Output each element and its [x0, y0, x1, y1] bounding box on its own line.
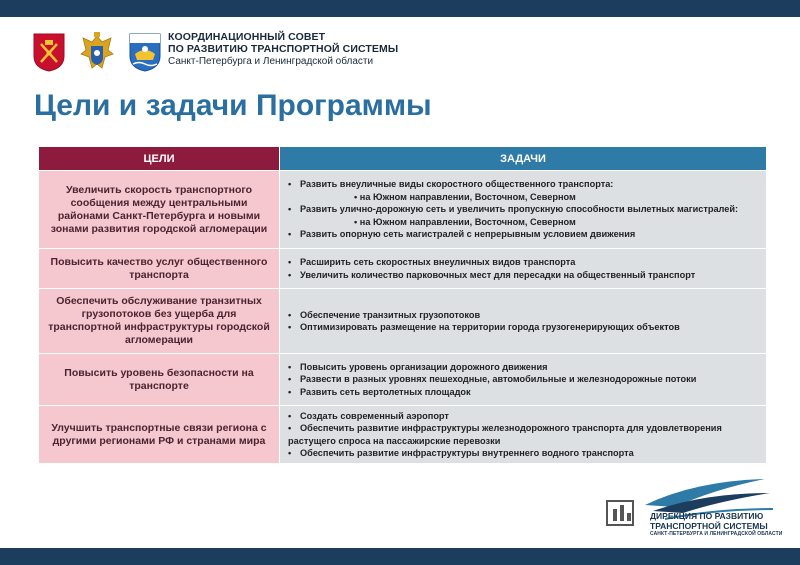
- task-subitem: • на Южном направлении, Восточном, Северном: [354, 216, 576, 227]
- bottom-bar: [0, 548, 800, 565]
- goal-cell: Повысить качество услуг общественного транспорта: [39, 249, 280, 289]
- task-item: • Развить улично-дорожную сеть и увеличить пропускную способности вылетных магистралей:: [288, 204, 739, 215]
- task-subitem: • на Южном направлении, Восточном, Северном: [354, 191, 576, 202]
- tasks-cell: [280, 289, 767, 354]
- goal-cell: Улучшить транспортные связи региона с другими регионами РФ и странами мира: [39, 406, 280, 464]
- task-item: • Оптимизировать размещение на территории города грузогенерирующих объектов: [288, 322, 680, 332]
- tasks-cell: [280, 249, 767, 289]
- logo-caption: [650, 512, 782, 538]
- tasks-cell: [280, 406, 767, 464]
- tasks-cell: [280, 354, 767, 406]
- leningrad-oblast-emblem-icon: [129, 32, 161, 72]
- table-header-row: [39, 147, 767, 171]
- task-item: • Обеспечить развитие инфраструктуры железнодорожного транспорта для удовлетворения растущего спроса на пассажирские перевозки: [288, 423, 722, 446]
- council-line1: КООРДИНАЦИОННЫЙ СОВЕТ: [168, 31, 326, 43]
- table-row: [39, 354, 767, 406]
- goal-cell: Повысить уровень безопасности на транспорте: [39, 354, 280, 406]
- page-title: Цели и задачи Программы: [34, 89, 432, 122]
- table-row: [39, 406, 767, 464]
- task-item: • Расширить сеть скоростных внеуличных видов транспорта: [288, 257, 576, 268]
- task-item: • Обеспечение транзитных грузопотоков: [288, 309, 481, 320]
- russia-eagle-emblem-icon: [80, 32, 114, 74]
- table-row: [39, 171, 767, 249]
- spb-coat-of-arms-icon: [33, 32, 65, 72]
- goal-cell: Обеспечить обслуживание транзитных грузопотоков без ущерба для транспортной инфраструктуры городской агломерации: [39, 289, 280, 354]
- table-row: [39, 289, 767, 354]
- goals-tasks-table: [38, 146, 767, 464]
- tasks-cell: [280, 171, 767, 249]
- task-item: • Обеспечить развитие инфраструктуры внутреннего водного транспорта: [288, 447, 634, 458]
- logo-line1: ДИРЕКЦИЯ ПО РАЗВИТИЮ: [650, 511, 764, 521]
- task-item: • Развести в разных уровнях пешеходные, автомобильные и железнодорожные потоки: [288, 374, 697, 385]
- emblems: [33, 32, 165, 72]
- task-item: • Развить опорную сеть магистралей с непрерывным условием движения: [288, 229, 636, 240]
- council-line2: ПО РАЗВИТИЮ ТРАНСПОРТНОЙ СИСТЕМЫ: [168, 43, 399, 55]
- column-header-goals: ЦЕЛИ: [39, 147, 280, 171]
- task-item: • Создать современный аэропорт: [288, 410, 449, 421]
- task-item: • Развить сеть вертолетных площадок: [288, 386, 471, 397]
- table-row: [39, 249, 767, 289]
- task-item: • Развить внеуличные виды скоростного общественного транспорта:: [288, 179, 614, 190]
- goal-cell: Увеличить скорость транспортного сообщения между центральными районами Санкт-Петербурга и новыми зонами развития городской агломерации: [39, 171, 280, 249]
- top-bar: [0, 0, 800, 17]
- logo-line3: САНКТ-ПЕТЕРБУРГА И ЛЕНИНГРАДСКОЙ ОБЛАСТИ: [650, 531, 783, 537]
- council-line3: Санкт-Петербурга и Ленинградской области: [168, 56, 374, 67]
- logo-line2: ТРАНСПОРТНОЙ СИСТЕМЫ: [650, 520, 768, 531]
- column-header-tasks: ЗАДАЧИ: [280, 147, 767, 171]
- council-title: [168, 31, 398, 68]
- task-item: • Увеличить количество парковочных мест для пересадки на общественный транспорт: [288, 269, 696, 280]
- task-item: • Повысить уровень организации дорожного движения: [288, 361, 548, 372]
